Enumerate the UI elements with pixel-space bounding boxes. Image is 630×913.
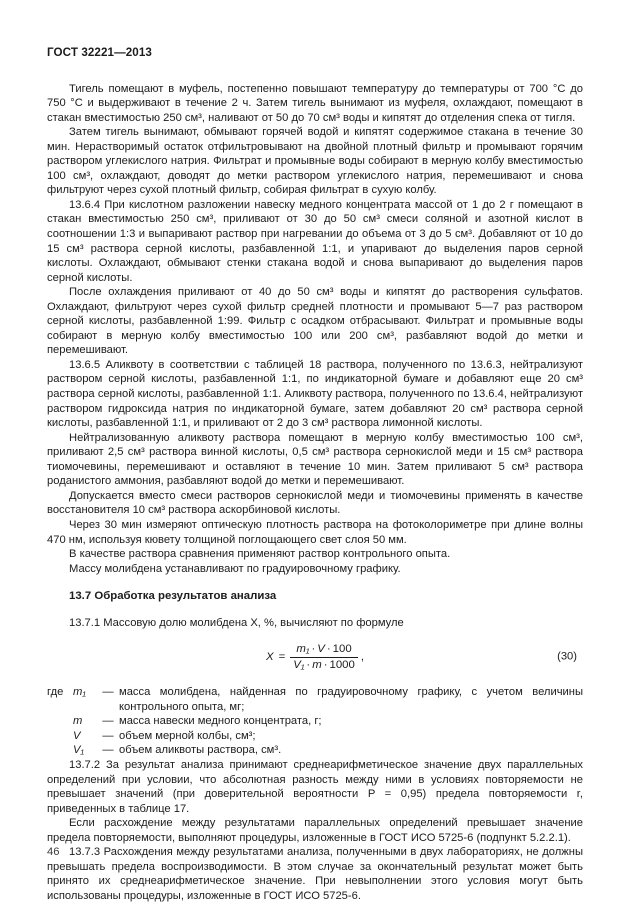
paragraph: Нейтрализованную аликвоту раствора помещают в мерную колбу вместимостью 100 см³, приливают 2,5 см³ раствора винной кислоты, 0,5 см³ раствора сернокислой меди и 15 см³ раствора тиомочевины, перемешивают и оставляют в течение 10 мин. Затем приливают 5 см³ раствора роданистого аммония, разбавляют водой до метки и перемешивают. (47, 431, 583, 488)
paragraph: 13.6.4 При кислотном разложении навеску медного концентрата массой от 1 до 2 г помещают в стакан вместимостью 250 см³, приливают от 30 до 50 см³ смеси соляной и азотной кислот в соотношении 1:3 и выпаривают раствор при нагревании до объема от 3 до 5 см³. Добавляют от 10 до 15 см³ раствора серной кислоты, разбавленной 1:1, и упаривают до выделения паров серной кислоты. Охлаждают, обмывают стенки стакана водой и снова выпаривают до выделения паров серной кислоты. (47, 198, 583, 284)
fraction-numerator (290, 643, 358, 658)
fraction-denominator (290, 658, 358, 672)
formula (266, 643, 364, 672)
formula-intro-paragraph: 13.7.1 Массовую долю молибдена X, %, вычисляют по формуле (69, 616, 404, 629)
numerator-var-v: V (317, 642, 325, 655)
term-row (47, 685, 583, 714)
paragraph: Через 30 мин измеряют оптическую плотность раствора на фотоколориметре при длине волны 470 нм, используя кювету толщиной поглощающего свет слоя 50 мм. (47, 518, 583, 546)
paragraph: Затем тигель вынимают, обмывают горячей водой и кипятят содержимое стакана в течение 30 мин. Нерастворимый остаток отфильтровывают на двойной плотный фильтр и промывают горячим раствором углекислого натрия. Фильтрат и промывные воды собирают в мерную колбу вместимостью 100 см³, охлаждают, доводят до метки раствором углекислого натрия, перемешивают и снова фильтруют через сухой плотный фильтр, собирая фильтрат в сухую колбу. (47, 126, 583, 197)
paragraph: 13.7.2 За результат анализа принимают среднеарифметическое значение двух параллельных определений при условии, что абсолютная разность между ними в условиях повторяемости не превышает значений (при доверительной вероятности P = 0,95) предела повторяемости r, приведенных в таблице 17. (47, 758, 583, 815)
term-row (47, 743, 583, 758)
where-word: где (47, 686, 64, 699)
formula-lhs: X (265, 650, 274, 663)
section-heading: 13.7 Обработка результатов анализа (69, 590, 277, 603)
term-symbol: V (73, 729, 81, 742)
paragraph: Массу молибдена устанавливают по градуировочному графику. (69, 562, 401, 575)
paragraph: Тигель помещают в муфель, постепенно повышают температуру до температуры от 700 °С до 750 °С и выдерживают в течение 2 ч. Затем тигель вынимают из муфеля, охлаждают, помещают в стакан вместимостью 250 см³, наливают от 50 до 70 см³ воды и кипятят до отделения спека от тигля. (47, 82, 583, 124)
paragraph: Если расхождение между результатами параллельных определений превышает значение предела повторяемости, выполняют процедуры, изложенные в ГОСТ ИСО 5725-6 (подпункт 5.2.2.1). (47, 817, 583, 844)
multiply-dot: · (306, 658, 311, 671)
formula-number: (30) (557, 650, 577, 663)
page-number: 46 (47, 846, 60, 858)
term-description: масса навески медного концентрата, г; (119, 715, 322, 728)
term-dash: — (102, 744, 114, 757)
where-spacer (47, 729, 73, 744)
paragraph: В качестве раствора сравнения применяют раствор контрольного опыта. (69, 548, 451, 561)
multiply-dot: · (326, 642, 331, 655)
term-description: объем аликвоты раствора, см³. (119, 744, 282, 757)
where-spacer (47, 743, 73, 758)
formula-block (47, 639, 583, 675)
term-symbol: m (73, 715, 83, 728)
multiply-dot: · (323, 658, 328, 671)
term-description: объем мерной колбы, см³; (119, 729, 256, 742)
formula-trailing-comma: , (360, 650, 365, 663)
term-row (47, 714, 583, 729)
paragraph: Допускается вместо смеси растворов сернокислой меди и тиомочевины применять в качестве восстановителя 10 см³ раствора аскорбиновой кислоты. (47, 489, 583, 517)
formula-terms-list (47, 685, 583, 758)
term-dash: — (102, 686, 114, 699)
denominator-const: 1000 (329, 658, 355, 671)
numerator-var-m1: m₁ (296, 642, 310, 655)
document-content (47, 82, 583, 904)
paragraph: 13.6.5 Аликвоту в соответствии с таблицей 18 раствора, полученного по 13.6.3, нейтрализуют раствором серной кислоты, разбавленной 1:1, по индикаторной бумаге и добавляют еще 20 см³ раствора серной кислоты, разбавленной 1:1. Аликвоту раствора, полученного по 13.6.4, нейтрализуют раствором гидроксида натрия по индикаторной бумаге, затем добавляют 20 см³ раствора серной кислоты, разбавленной 1:1, и приливают от 2 до 3 см³ раствора лимонной кислоты. (47, 358, 583, 430)
fraction (290, 643, 358, 672)
standard-number-header: ГОСТ 32221—2013 (47, 46, 152, 59)
term-row (47, 729, 583, 744)
denominator-var-m: m (312, 658, 322, 671)
paragraph: 13.7.3 Расхождения между результатами анализа, полученными в двух лабораториях, не должны превышать предела воспроизводимости. В этом случае за окончательный результат может быть принято их среднеарифметическое значение. При невыполнении этого условия могут быть использованы процедуры, изложенные в ГОСТ ИСО 5725-6. (47, 846, 583, 902)
term-symbol: V₁ (73, 744, 84, 757)
term-dash: — (102, 715, 114, 728)
numerator-const: 100 (332, 642, 352, 655)
denominator-var-v1: V₁ (293, 658, 305, 671)
term-dash: — (102, 729, 114, 742)
term-symbol: m₁ (73, 686, 86, 699)
where-spacer (47, 714, 73, 729)
term-description: масса молибдена, найденная по градуировочному графику, с учетом величины контрольного опыта, мг; (119, 686, 583, 713)
paragraph: После охлаждения приливают от 40 до 50 см³ воды и кипятят до растворения сульфатов. Охлаждают, фильтруют через сухой фильтр средней плотности и промывают 5—7 раз раствором серной кислоты, разбавленной 1:99. Фильтр с осадком отбрасывают. Фильтрат и промывные воды собирают в мерную колбу вместимостью 100 или 200 см³, разбавляют водой до метки и перемешивают. (47, 286, 583, 357)
multiply-dot: · (311, 642, 316, 655)
equals-sign: = (278, 650, 286, 663)
